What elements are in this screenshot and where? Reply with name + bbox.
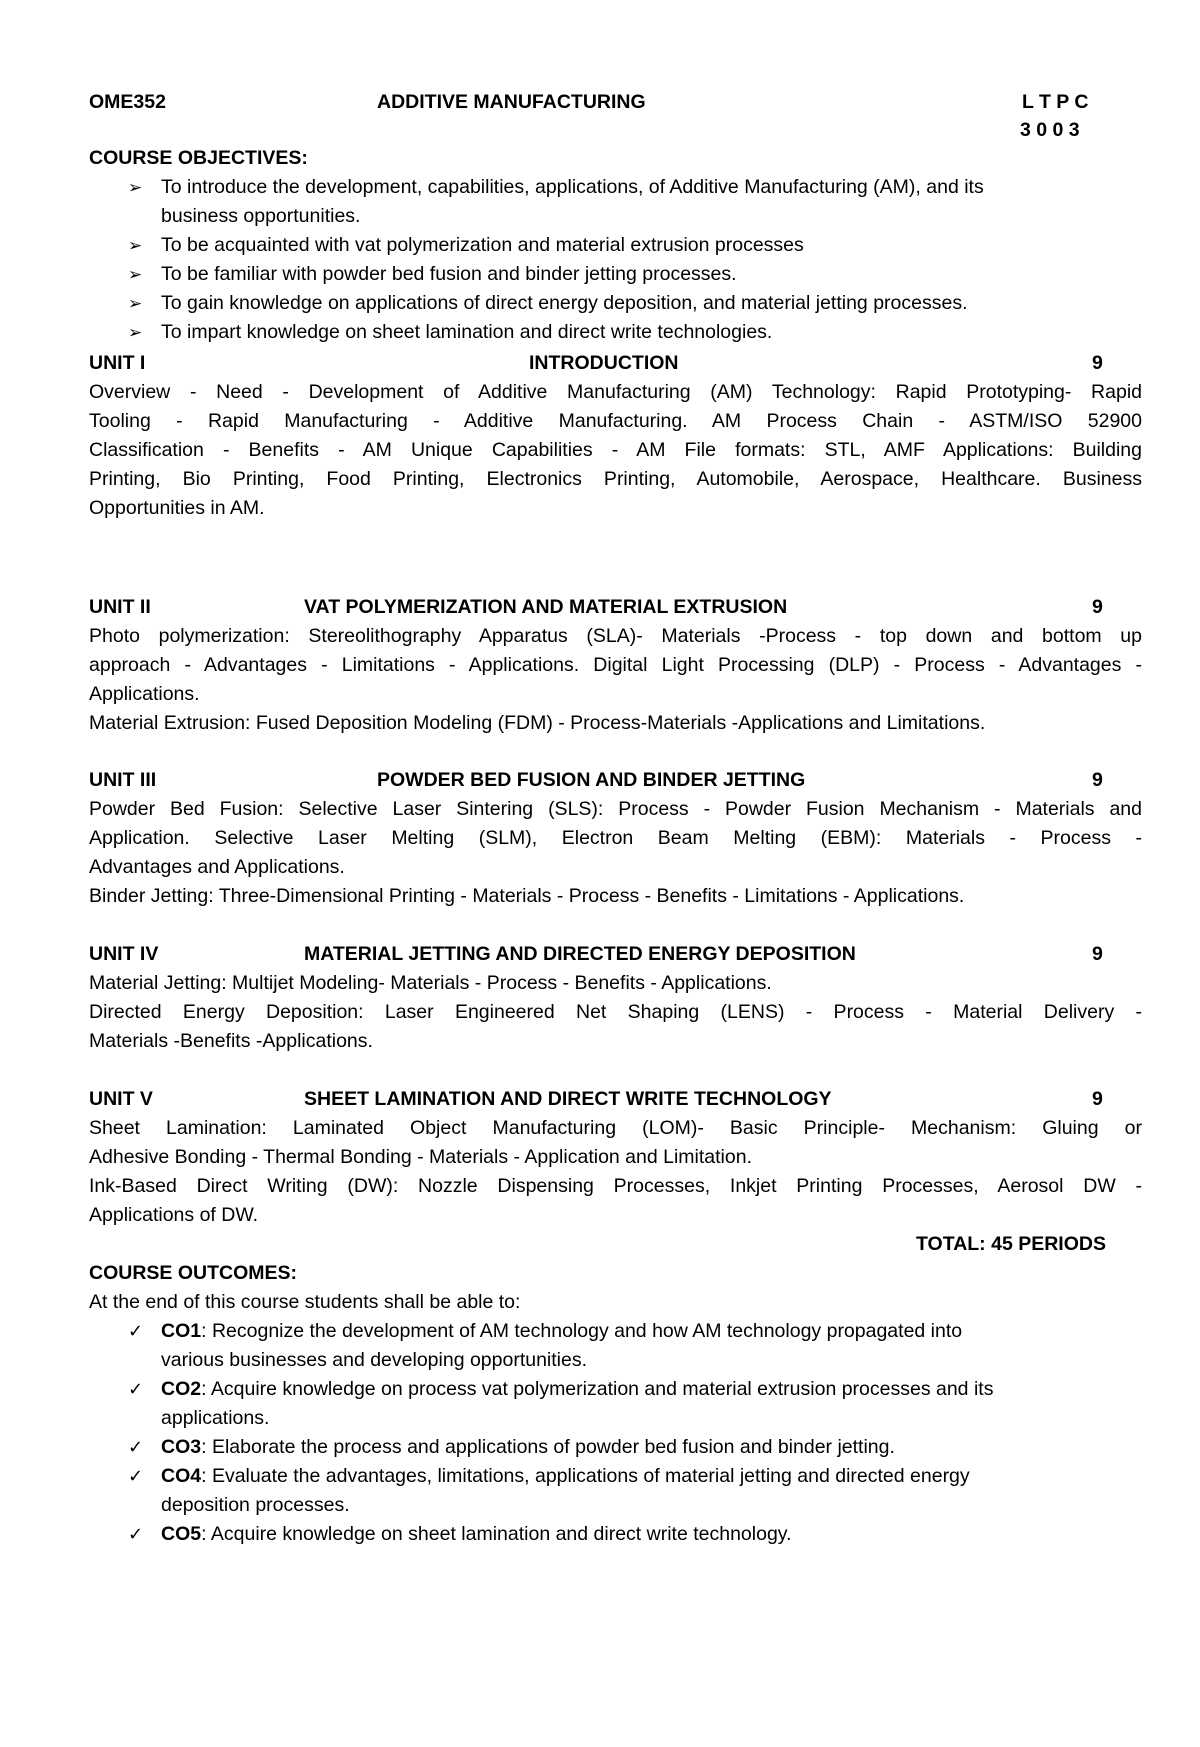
arrow-bullet-icon: ➢ <box>128 323 143 342</box>
objectives-heading: COURSE OBJECTIVES: <box>89 147 308 169</box>
unit-text-line: Applications of DW. <box>89 1204 259 1226</box>
outcome-item <box>0 1317 1111 1375</box>
checkmark-icon: ✓ <box>128 1466 144 1486</box>
outcomes-heading: COURSE OUTCOMES: <box>89 1262 298 1284</box>
unit-3-header <box>0 766 1200 795</box>
unit-label: UNIT I <box>89 352 146 374</box>
outcomes-intro: At the end of this course students shall be able to: <box>89 1291 521 1313</box>
arrow-bullet-icon: ➢ <box>128 294 143 313</box>
unit-text-line: Advantages and Applications. <box>89 856 345 878</box>
unit-title: SHEET LAMINATION AND DIRECT WRITE TECHNOLOGY <box>304 1088 832 1110</box>
outcome-item <box>0 1375 1111 1433</box>
unit-3-body <box>89 795 1142 911</box>
unit-text-line: Classification - Benefits - AM Unique Capabilities - AM File formats: STL, AMF Applications: Building <box>89 439 1142 461</box>
ltpc-label: L T P C <box>1022 91 1089 113</box>
unit-4-header <box>0 940 1200 969</box>
objective-line: To introduce the development, capabilities, applications, of Additive Manufacturing (AM), and its <box>161 176 984 198</box>
unit-label: UNIT II <box>89 596 151 618</box>
objective-line: business opportunities. <box>161 205 361 227</box>
arrow-bullet-icon: ➢ <box>128 178 143 197</box>
unit-label: UNIT V <box>89 1088 153 1110</box>
outcome-line: various businesses and developing opportunities. <box>161 1349 588 1371</box>
outcome-sep: : <box>201 1320 212 1342</box>
checkmark-icon: ✓ <box>128 1437 144 1457</box>
outcome-sep: : <box>201 1465 212 1487</box>
objective-item <box>0 260 1101 289</box>
unit-4-body <box>89 969 1142 1056</box>
unit-text-line: Ink-Based Direct Writing (DW): Nozzle Dispensing Processes, Inkjet Printing Processes, Aerosol DW - <box>89 1175 1142 1197</box>
unit-text-line: Overview - Need - Development of Additive Manufacturing (AM) Technology: Rapid Prototyping- Rapid <box>89 381 1142 403</box>
unit-text-line: Materials -Benefits -Applications. <box>89 1030 373 1052</box>
unit-text-line: Photo polymerization: Stereolithography Apparatus (SLA)- Materials -Process - top down and bottom up <box>89 625 1142 647</box>
unit-text-line: approach - Advantages - Limitations - Applications. Digital Light Processing (DLP) - Process - Advantages - <box>89 654 1142 676</box>
unit-text-line: Sheet Lamination: Laminated Object Manufacturing (LOM)- Basic Principle- Mechanism: Gluing or <box>89 1117 1142 1139</box>
outcome-item <box>0 1462 1111 1520</box>
unit-text-line: Directed Energy Deposition: Laser Engineered Net Shaping (LENS) - Process - Material Delivery - <box>89 1001 1142 1023</box>
outcome-code: CO3 <box>161 1436 202 1458</box>
outcome-line: Acquire knowledge on process vat polymerization and material extrusion processes and its <box>210 1378 994 1400</box>
unit-text-line: Applications. <box>89 683 200 705</box>
objectives-list <box>0 173 1200 347</box>
unit-text-line: Opportunities in AM. <box>89 497 265 519</box>
objective-item <box>0 173 1101 231</box>
checkmark-icon: ✓ <box>128 1524 144 1544</box>
outcome-code: CO5 <box>161 1523 202 1545</box>
unit-text-line: Printing, Bio Printing, Food Printing, Electronics Printing, Automobile, Aerospace, Healthcare. Business <box>89 468 1142 490</box>
unit-text-line: Adhesive Bonding - Thermal Bonding - Materials - Application and Limitation. <box>89 1146 752 1168</box>
outcome-line: Recognize the development of AM technology and how AM technology propagated into <box>211 1320 963 1342</box>
outcomes-list <box>0 1317 1200 1549</box>
unit-hours: 9 <box>1092 596 1103 618</box>
unit-1-header <box>0 349 1200 378</box>
unit-hours: 9 <box>1092 769 1103 791</box>
outcome-code: CO4 <box>161 1465 202 1487</box>
objective-item <box>0 289 1101 318</box>
objective-line: To impart knowledge on sheet lamination and direct write technologies. <box>161 321 773 343</box>
outcome-sep: : <box>201 1523 211 1545</box>
unit-2-body <box>89 622 1142 738</box>
unit-5-header <box>0 1085 1200 1114</box>
unit-title: POWDER BED FUSION AND BINDER JETTING <box>377 769 806 791</box>
objective-line: To gain knowledge on applications of direct energy deposition, and material jetting processes. <box>161 292 968 314</box>
unit-title: VAT POLYMERIZATION AND MATERIAL EXTRUSION <box>304 596 788 618</box>
objective-item <box>0 231 1101 260</box>
outcome-code: CO2 <box>161 1378 202 1400</box>
unit-text-line: Material Extrusion: Fused Deposition Modeling (FDM) - Process-Materials -Applications and Limitations. <box>89 712 986 734</box>
checkmark-icon: ✓ <box>128 1379 144 1399</box>
total-periods: TOTAL: 45 PERIODS <box>916 1233 1106 1255</box>
outcome-line: Elaborate the process and applications of powder bed fusion and binder jetting. <box>211 1436 895 1458</box>
unit-text-line: Binder Jetting: Three-Dimensional Printing - Materials - Process - Benefits - Limitations - Applications. <box>89 885 965 907</box>
unit-hours: 9 <box>1092 352 1103 374</box>
unit-text-line: Powder Bed Fusion: Selective Laser Sintering (SLS): Process - Powder Fusion Mechanism - Materials and <box>89 798 1142 820</box>
course-header <box>0 88 1200 117</box>
arrow-bullet-icon: ➢ <box>128 265 143 284</box>
outcome-sep: : <box>201 1378 211 1400</box>
outcome-line: deposition processes. <box>161 1494 350 1516</box>
course-title: ADDITIVE MANUFACTURING <box>377 91 646 113</box>
unit-label: UNIT IV <box>89 943 159 965</box>
course-code: OME352 <box>89 91 166 113</box>
outcome-item <box>0 1433 1111 1462</box>
checkmark-icon: ✓ <box>128 1321 144 1341</box>
unit-text-line: Application. Selective Laser Melting (SLM), Electron Beam Melting (EBM): Materials - Process - <box>89 827 1142 849</box>
outcome-sep: : <box>201 1436 212 1458</box>
unit-label: UNIT III <box>89 769 157 791</box>
unit-title: INTRODUCTION <box>529 352 679 374</box>
outcome-line: Acquire knowledge on sheet lamination and direct write technology. <box>210 1523 792 1545</box>
unit-hours: 9 <box>1092 1088 1103 1110</box>
objective-line: To be acquainted with vat polymerization and material extrusion processes <box>161 234 804 256</box>
unit-text-line: Tooling - Rapid Manufacturing - Additive Manufacturing. AM Process Chain - ASTM/ISO 52900 <box>89 410 1142 432</box>
unit-hours: 9 <box>1092 943 1103 965</box>
unit-5-body <box>89 1114 1142 1230</box>
outcome-line: Evaluate the advantages, limitations, applications of material jetting and directed energy <box>211 1465 970 1487</box>
objective-item <box>0 318 1101 347</box>
objective-line: To be familiar with powder bed fusion and binder jetting processes. <box>161 263 737 285</box>
outcome-code: CO1 <box>161 1320 202 1342</box>
unit-1-body <box>89 378 1142 523</box>
outcome-item <box>0 1520 1111 1549</box>
outcome-line: applications. <box>161 1407 270 1429</box>
unit-2-header <box>0 593 1200 622</box>
unit-text-line: Material Jetting: Multijet Modeling- Materials - Process - Benefits - Applications. <box>89 972 772 994</box>
unit-title: MATERIAL JETTING AND DIRECTED ENERGY DEPOSITION <box>304 943 856 965</box>
ltpc-values: 3 0 0 3 <box>1020 119 1080 141</box>
arrow-bullet-icon: ➢ <box>128 236 143 255</box>
